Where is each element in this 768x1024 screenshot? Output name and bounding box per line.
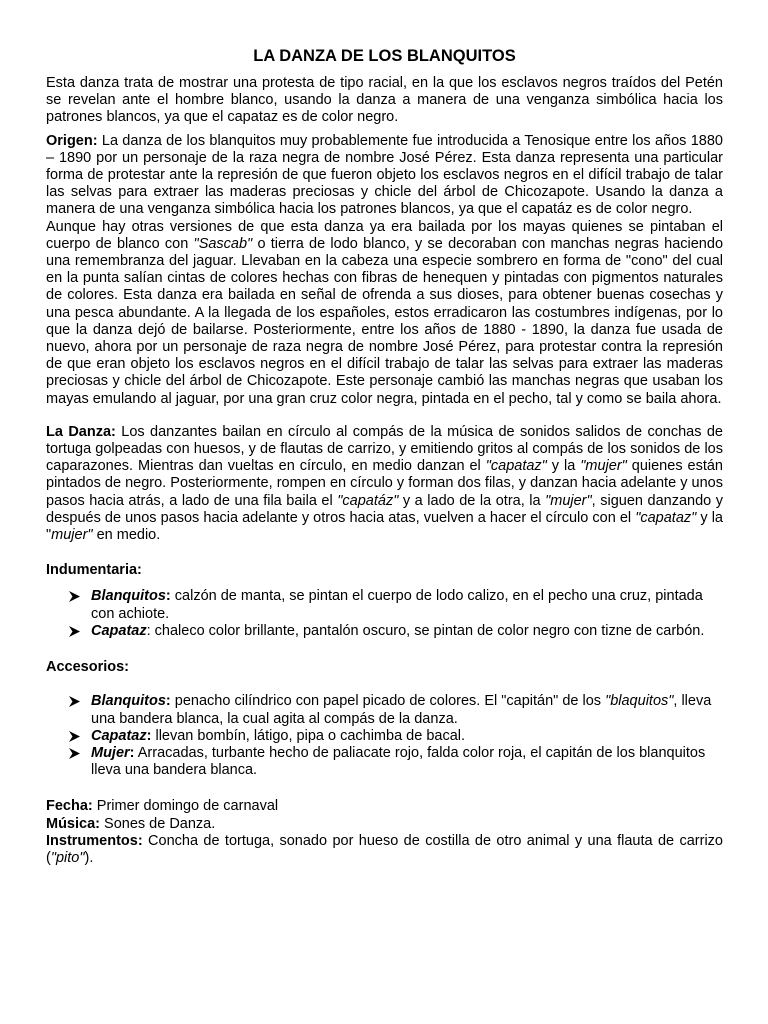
accesorios-heading: Accesorios: [46, 659, 130, 676]
list-item: Blanquitos: calzón de manta, se pintan el cuerpo de lodo calizo, en el pecho una cruz, pintada con achiote. [46, 588, 723, 622]
list-item: Capataz: llevan bombín, látigo, pipa o cachimba de bacal. [46, 728, 723, 745]
instrumentos-line: Instrumentos: Concha de tortuga, sonado por hueso de costilla de otro animal y una flauta de carrizo ("pito"). [46, 832, 723, 866]
la-danza-label: La Danza: [46, 423, 116, 440]
la-danza-paragraph: La Danza: Los danzantes bailan en círculo al compás de la música de sonidos salidos de conchas de tortuga golpeadas con huesos, y de flautas de carrizo, y emitiendo gritos al compás de los sonidos de los caparazones. Mientras dan vueltas en círculo, en medio danzan el "capataz" y la "mujer" quienes están pintados de negro. Posteriormente, rompen en círculo y forman dos filas, y danzan hacia adelante y unos pasos hacia atrás, a lado de una fila baila el "capatáz" y a lado de la otra, la "mujer", siguen danzando y después de unos pasos hacia adelante y otros hacia atas, vuelven a hacer el círculo con el "capataz" y la "mujer" en medio. [46, 423, 723, 544]
indumentaria-heading: Indumentaria: [46, 562, 142, 579]
document-title: LA DANZA DE LOS BLANQUITOS [253, 47, 516, 65]
origen-label: Origen: [46, 132, 98, 149]
accesorios-list [46, 693, 723, 779]
list-item: Capataz: chaleco color brillante, pantalón oscuro, se pintan de color negro con tizne de carbón. [46, 623, 723, 640]
arrowhead-bullet-icon [68, 588, 82, 605]
musica-line: Música: Sones de Danza. [46, 815, 216, 832]
document-page [46, 46, 723, 867]
origen-text: La danza de los blanquitos muy probablemente fue introducida a Tenosique entre los años 1880 – 1890 por un personaje de la raza negra de nombre José Pérez. Esta danza representa una particular forma de protestar ante la represión de que fueron objeto los esclavos negros en el difícil trabajo de talar las selvas para extraer las maderas preciosas y chicle del árbol de Chicozapote. Usando la danza a manera de una venganza simbólica hacia los patrones blancos, ya que el capatáz es de color negro. [46, 132, 723, 218]
arrowhead-bullet-icon [68, 623, 82, 640]
indumentaria-list [46, 588, 723, 640]
arrowhead-bullet-icon [68, 728, 82, 745]
aunque-paragraph: Aunque hay otras versiones de que esta danza ya era bailada por los mayas quienes se pintaban el cuerpo de blanco con "Sascab" o tierra de lodo blanco, y se decoraban con manchas negras haciendo una remembranza del jaguar. Llevaban en la cabeza una especie sombrero en forma de "cono" del cual en la punta salían cintas de colores hechas con fibras de henequen y pintadas con pigmentos naturales de colores. Esta danza era bailada en señal de ofrenda a sus dioses, para obtener buenas cosechas y una pesca abundante. A la llegada de los españoles, estos erradicaron las costumbres indígenas, por lo que la danza dejó de bailarse. Posteriormente, entre los años de 1880 - 1890, la danza fue usada de nuevo, ahora por un personaje de raza negra de nombre José Pérez, para protestar contra la represión de que eran objeto los esclavos negros en el difícil trabajo de talar las selvas para extraer las maderas preciosas y chicle del árbol de Chicozapote. Este personaje cambió las manchas negras que usaban los mayas emulando al jaguar, por una gran cruz color negra, pintada en el pecho, tal y como se baila ahora. [46, 218, 724, 407]
arrowhead-bullet-icon [68, 745, 82, 762]
sascab-term: "Sascab" [193, 235, 253, 252]
arrowhead-bullet-icon [68, 693, 82, 710]
list-item: Blanquitos: penacho cilíndrico con papel picado de colores. El "capitán" de los "blaquitos", lleva una bandera blanca, la cual agita al compás de la danza. [46, 693, 723, 727]
origen-paragraph [46, 133, 723, 219]
fecha-line: Fecha: Primer domingo de carnaval [46, 798, 279, 815]
list-item: Mujer: Arracadas, turbante hecho de paliacate rojo, falda color roja, el capitán de los blanquitos lleva una bandera blanca. [46, 745, 723, 779]
intro-paragraph: Esta danza trata de mostrar una protesta de tipo racial, en la que los esclavos negros traídos del Petén se revelan ante el hombre blanco, usando la danza a manera de una venganza simbólica hacia los patrones blancos, ya que el capataz es de color negro. [46, 75, 723, 126]
